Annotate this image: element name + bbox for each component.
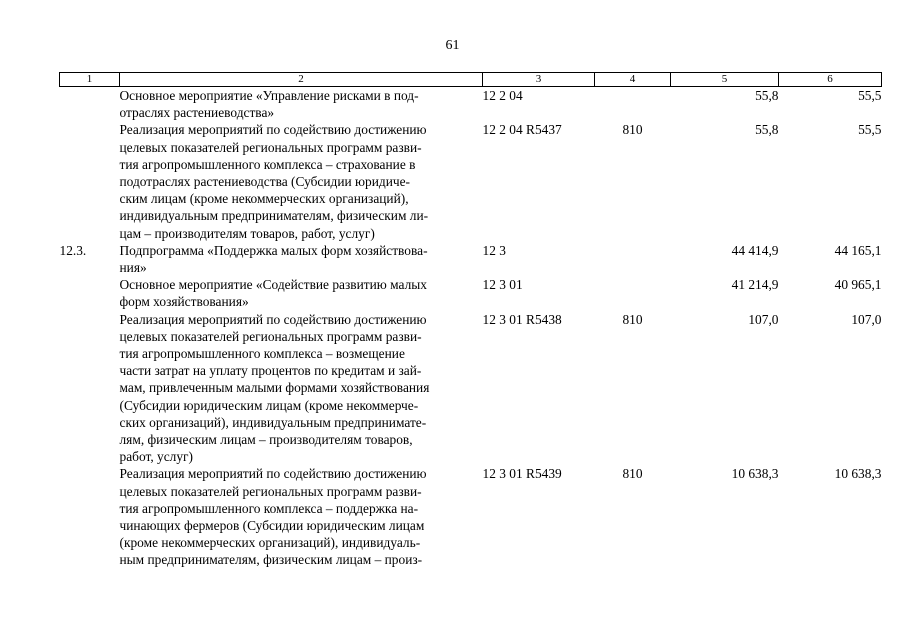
table-row bbox=[60, 242, 882, 276]
page-number: 61 bbox=[445, 38, 460, 53]
row-name-cell bbox=[120, 311, 483, 466]
row-expense-type-cell: 810 bbox=[622, 311, 643, 327]
row-name-line: Реализация мероприятий по содействию достижению bbox=[119, 311, 427, 327]
row-expense-type-cell bbox=[595, 276, 671, 310]
row-name-line: (кроме некоммерческих организаций), индивидуаль- bbox=[119, 535, 421, 551]
row-name-line: форм хозяйствования» bbox=[119, 294, 249, 310]
budget-table bbox=[59, 72, 882, 569]
row-code-cell: 12 3 01 R5439 bbox=[482, 466, 562, 482]
row-amount-col5-cell: 41 214,9 bbox=[731, 277, 779, 293]
row-name-line: тия агропромышленного комплекса – возмещение bbox=[119, 346, 405, 362]
row-name-line: Реализация мероприятий по содействию достижению bbox=[119, 466, 427, 482]
row-name-cell bbox=[120, 465, 483, 568]
column-header-6: 6 bbox=[779, 73, 882, 87]
row-name-line: мам, привлеченным малыми формами хозяйствования bbox=[119, 380, 430, 396]
row-name-line: Основное мероприятие «Управление рисками в под- bbox=[119, 88, 419, 103]
table-row bbox=[60, 87, 882, 122]
row-code-cell: 12 3 01 bbox=[482, 277, 523, 293]
row-name-line: ским лицам (кроме некоммерческих организаций), bbox=[119, 191, 409, 207]
row-name-line: лям, физическим лицам – производителям товаров, bbox=[119, 432, 413, 448]
row-name-line: тия агропромышленного комплекса – страхование в bbox=[119, 156, 416, 172]
row-amount-col6-cell: 40 965,1 bbox=[834, 277, 882, 293]
row-name-line: отраслях растениеводства» bbox=[119, 105, 275, 121]
row-amount-col5-cell: 10 638,3 bbox=[731, 466, 779, 482]
row-name-cell bbox=[120, 121, 483, 241]
row-number-cell bbox=[60, 276, 120, 310]
row-name-cell bbox=[120, 242, 483, 276]
row-name-line: ских организаций), индивидуальным предпринимате- bbox=[119, 414, 427, 430]
row-code-cell: 12 2 04 bbox=[482, 88, 523, 103]
row-amount-col5-cell: 55,8 bbox=[755, 88, 779, 103]
table-header bbox=[60, 73, 882, 87]
row-name-cell bbox=[120, 276, 483, 310]
row-name-line: ния» bbox=[119, 260, 147, 276]
row-name-line: целевых показателей региональных программ разви- bbox=[119, 328, 422, 344]
row-name-line: части затрат на уплату процентов по кредитам и зай- bbox=[119, 363, 422, 379]
row-code-cell: 12 3 bbox=[482, 242, 506, 258]
row-amount-col6-cell: 10 638,3 bbox=[834, 466, 882, 482]
table-row bbox=[60, 276, 882, 310]
column-header-1: 1 bbox=[60, 73, 120, 87]
row-number-cell: 12.3. bbox=[59, 242, 87, 258]
row-code-cell: 12 3 01 R5438 bbox=[482, 311, 562, 327]
row-expense-type-cell bbox=[595, 87, 671, 122]
row-name-cell bbox=[120, 87, 483, 122]
row-amount-col6-cell: 55,5 bbox=[858, 88, 882, 103]
row-amount-col6-cell: 107,0 bbox=[851, 311, 882, 327]
row-name-line: ным предпринимателям, физическим лицам – произ- bbox=[119, 552, 423, 568]
row-amount-col5-cell: 55,8 bbox=[755, 122, 779, 138]
column-header-2: 2 bbox=[120, 73, 483, 87]
row-name-line: Подпрограмма «Поддержка малых форм хозяйствова- bbox=[119, 242, 428, 258]
row-name-line: работ, услуг) bbox=[119, 449, 193, 465]
row-name-line: подотраслях растениеводства (Субсидии юридиче- bbox=[119, 174, 410, 190]
table-row bbox=[60, 465, 882, 568]
row-name-line: Основное мероприятие «Содействие развитию малых bbox=[119, 277, 427, 293]
table-row bbox=[60, 121, 882, 241]
column-header-4: 4 bbox=[595, 73, 671, 87]
row-name-line: Реализация мероприятий по содействию достижению bbox=[119, 122, 427, 138]
row-name-line: цам – производителям товаров, работ, услуг) bbox=[119, 225, 375, 241]
row-amount-col6-cell: 44 165,1 bbox=[834, 242, 882, 258]
row-number-cell bbox=[60, 465, 120, 568]
row-name-line: тия агропромышленного комплекса – поддержка на- bbox=[119, 500, 419, 516]
row-code-cell: 12 2 04 R5437 bbox=[482, 122, 562, 138]
row-expense-type-cell bbox=[595, 242, 671, 276]
row-name-line: целевых показателей региональных программ разви- bbox=[119, 139, 422, 155]
column-header-3: 3 bbox=[483, 73, 595, 87]
row-name-line: индивидуальным предпринимателям, физическим ли- bbox=[119, 208, 429, 224]
row-name-line: чинающих фермеров (Субсидии юридическим лицам bbox=[119, 518, 425, 534]
row-amount-col5-cell: 44 414,9 bbox=[731, 242, 779, 258]
table-row bbox=[60, 311, 882, 466]
row-number-cell bbox=[60, 121, 120, 241]
row-name-line: (Субсидии юридическим лицам (кроме некоммерче- bbox=[119, 397, 419, 413]
column-header-5: 5 bbox=[671, 73, 779, 87]
row-amount-col5-cell: 107,0 bbox=[748, 311, 779, 327]
row-amount-col6-cell: 55,5 bbox=[858, 122, 882, 138]
row-expense-type-cell: 810 bbox=[622, 466, 643, 482]
row-name-line: целевых показателей региональных программ разви- bbox=[119, 483, 422, 499]
row-number-cell bbox=[60, 87, 120, 122]
row-number-cell bbox=[60, 311, 120, 466]
table-body bbox=[60, 87, 882, 569]
row-expense-type-cell: 810 bbox=[622, 122, 643, 138]
